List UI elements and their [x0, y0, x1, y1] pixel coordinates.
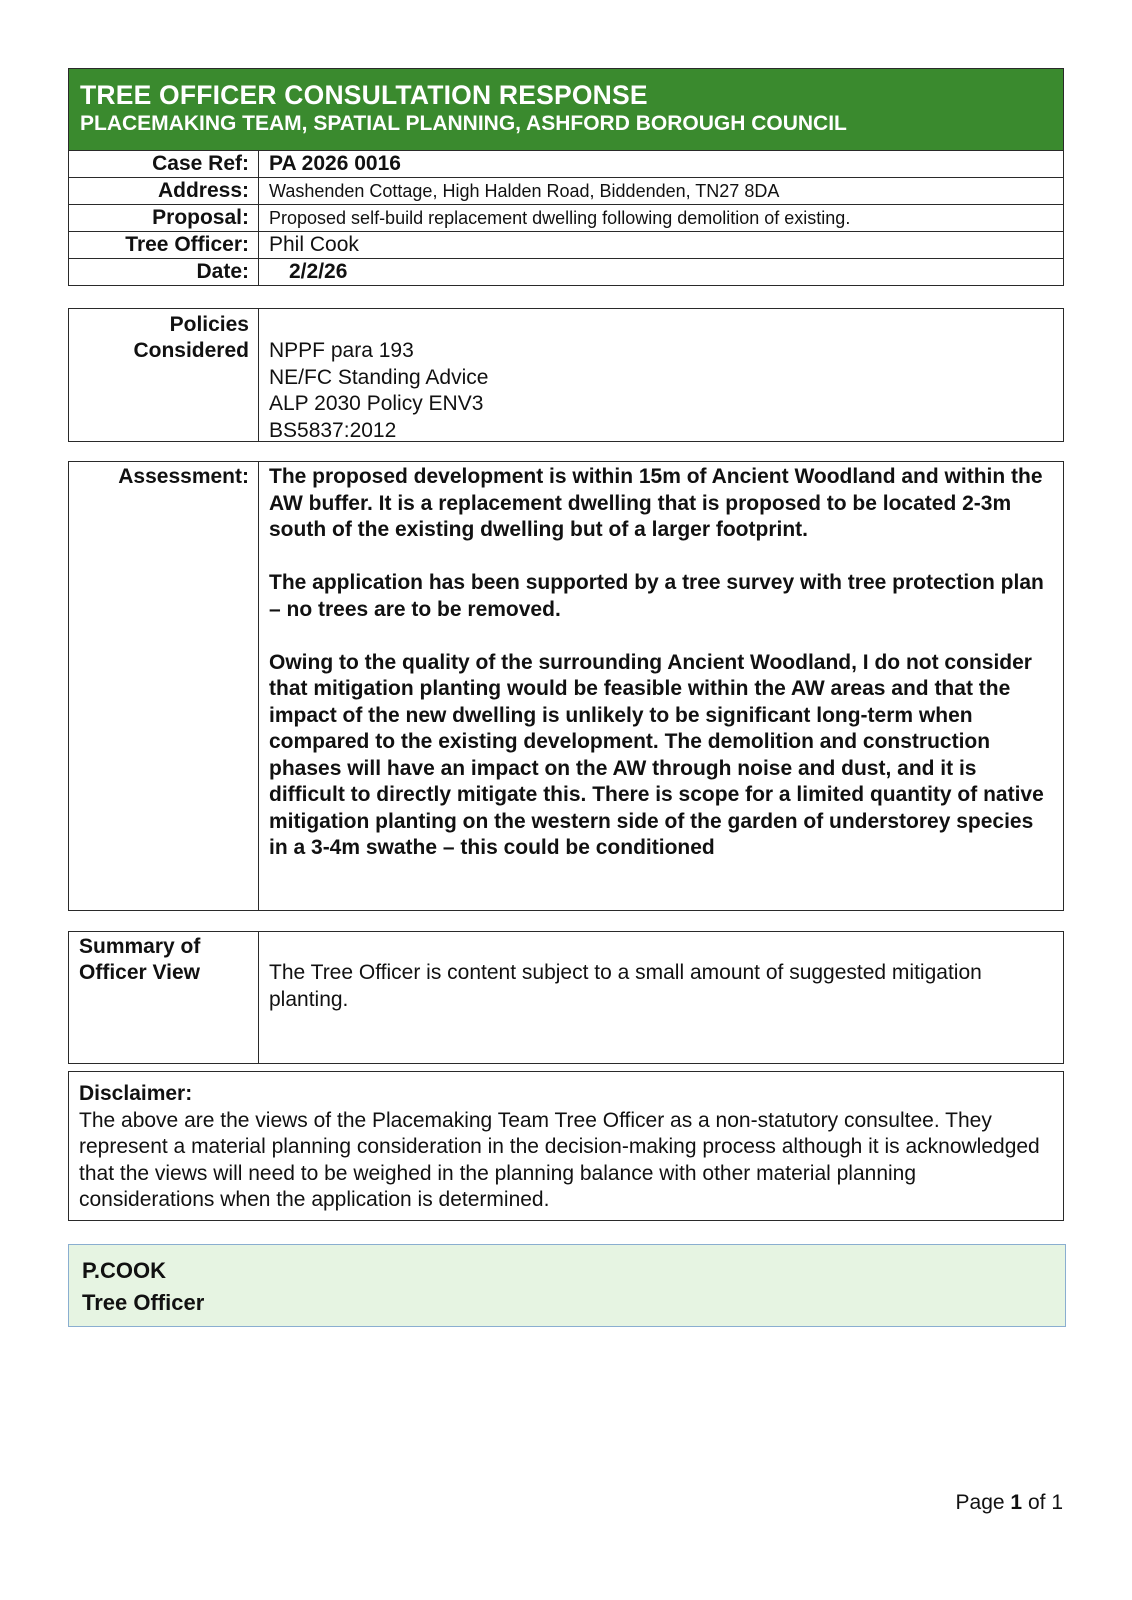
case-info-table — [68, 151, 1064, 286]
proposal-label: Proposal: — [69, 205, 259, 231]
disclaimer-heading: Disclaimer: — [79, 1082, 193, 1105]
policy-item: BS5837:2012 — [269, 418, 397, 442]
officer-value: Phil Cook — [269, 233, 359, 256]
page-footer — [956, 1490, 1063, 1516]
page-word: Page — [955, 1491, 1005, 1514]
assessment-body — [259, 462, 1063, 910]
signature-block — [68, 1244, 1066, 1327]
assessment-paragraph: Owing to the quality of the surrounding Ancient Woodland, I do not consider that mitigation planting would be feasible within the AW areas and that the impact of the new dwelling is unlikely to be significant long-term when compared to the existing development. The demolition and construction phases will have an impact on the AW through noise and dust, and it is difficult to directly mitigate this. There is scope for a limited quantity of native mitigation planting on the western side of the garden of understorey species in a 3-4m swathe – this could be conditioned — [269, 650, 1044, 859]
page-total: 1 — [1051, 1491, 1063, 1514]
policies-label-line1: Policies — [169, 313, 249, 336]
officer-row — [69, 232, 1063, 259]
address-value: Washenden Cottage, High Halden Road, Biddenden, TN27 8DA — [269, 181, 780, 201]
assessment-section — [68, 461, 1064, 911]
policies-label — [69, 309, 259, 441]
of-word: of — [1027, 1491, 1046, 1514]
case-ref-label: Case Ref: — [69, 151, 259, 177]
disclaimer-section — [68, 1071, 1064, 1221]
address-label: Address: — [69, 178, 259, 204]
officer-label: Tree Officer: — [69, 232, 259, 258]
proposal-value: Proposed self-build replacement dwelling following demolition of existing. — [269, 208, 851, 228]
assessment-label: Assessment: — [69, 462, 259, 910]
summary-label-line1: Summary of — [79, 935, 201, 958]
signature-role: Tree Officer — [82, 1290, 205, 1315]
policies-section — [68, 308, 1064, 442]
proposal-row — [69, 205, 1063, 232]
policies-list — [259, 309, 488, 441]
page-number: 1 — [1010, 1491, 1023, 1514]
document-header — [68, 68, 1064, 151]
policy-item: ALP 2030 Policy ENV3 — [269, 392, 484, 415]
summary-label-line2: Officer View — [79, 961, 200, 984]
disclaimer-text: The above are the views of the Placemaking Team Tree Officer as a non-statutory consultee. They represent a material planning consideration in the decision-making process although it is acknowledged that the views will need to be weighed in the planning balance with other material planning considerations when the application is determined. — [79, 1108, 1040, 1211]
policies-label-line2: Considered — [133, 339, 249, 362]
policy-item: NE/FC Standing Advice — [269, 365, 489, 389]
signature-name: P.COOK — [82, 1258, 166, 1283]
assessment-paragraph: The proposed development is within 15m of Ancient Woodland and within the AW buffer. It is a replacement dwelling that is proposed to be located 2-3m south of the existing dwelling but of a larger footprint. — [269, 465, 1043, 541]
address-row — [69, 178, 1063, 205]
assessment-paragraph: The application has been supported by a tree survey with tree protection plan – no trees are to be removed. — [269, 571, 1044, 621]
date-row — [69, 259, 1063, 285]
date-label: Date: — [69, 259, 259, 285]
summary-label — [69, 932, 259, 1063]
document-title: TREE OFFICER CONSULTATION RESPONSE — [80, 80, 648, 110]
policy-item: NPPF para 193 — [269, 339, 414, 362]
case-ref-row — [69, 151, 1063, 178]
document-subtitle: PLACEMAKING TEAM, SPATIAL PLANNING, ASHFORD BOROUGH COUNCIL — [80, 112, 847, 135]
summary-text: The Tree Officer is content subject to a small amount of suggested mitigation planting. — [269, 961, 982, 1011]
case-ref-value: PA 2026 0016 — [269, 152, 401, 175]
date-value: 2/2/26 — [289, 260, 348, 283]
summary-section — [68, 931, 1064, 1064]
